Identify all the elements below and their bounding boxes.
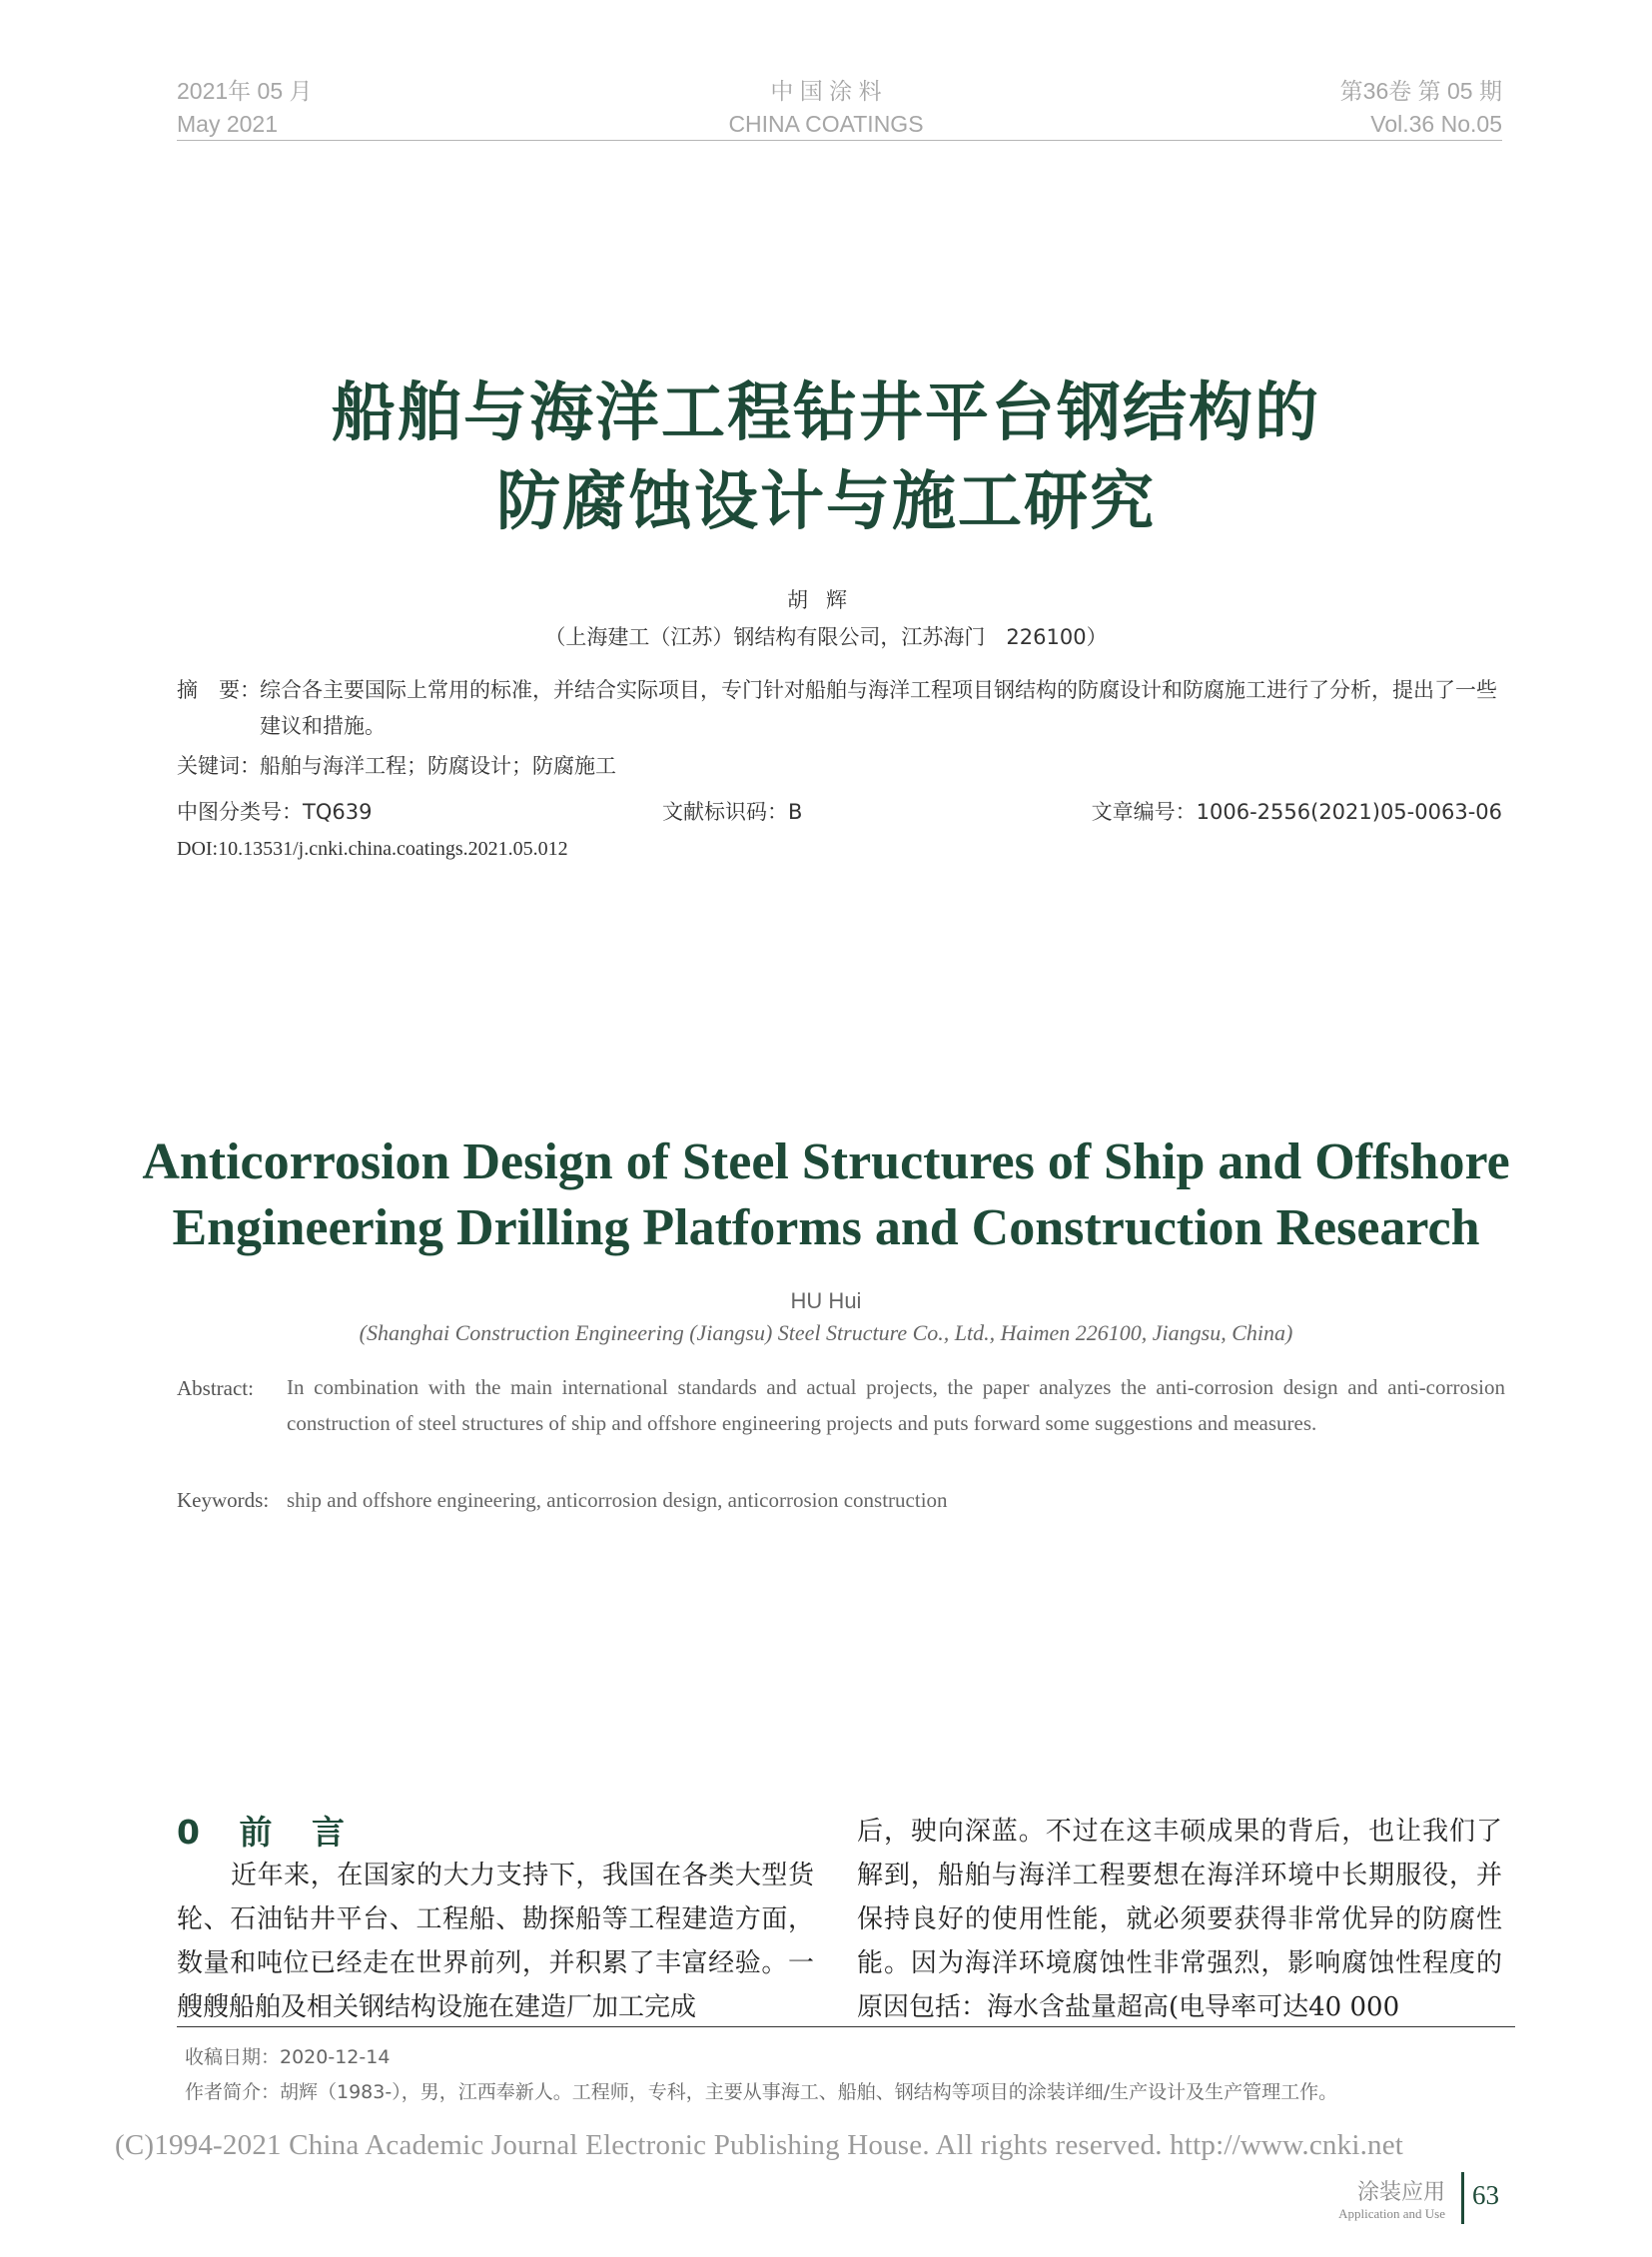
- header-date-en: May 2021: [177, 111, 279, 137]
- abstract-en-label: Abstract:: [177, 1376, 254, 1400]
- body-right-column: 后，驶向深蓝。不过在这丰硕成果的背后，也让我们了解到，船舶与海洋工程要想在海洋环境中长期服役，并保持良好的使用性能，就必须要获得非常优异的防腐性能。因为海洋环境腐蚀性非常强烈，影响腐蚀性程度的原因包括：海水含盐量超高(电导率可达40 000: [857, 1817, 1502, 2022]
- section-label-cn: 涂装应用: [1356, 2180, 1445, 2205]
- document-code: 文献标识码：B: [662, 800, 803, 824]
- title-en-line1: Anticorrosion Design of Steel Structures of Ship and Offshore: [142, 1133, 1510, 1190]
- copyright-notice: (C)1994-2021 China Academic Journal Electronic Publishing House. All rights reserved. http://www.cnki.net: [115, 2129, 1404, 2161]
- header-issue-cn: 第36卷 第 05 期: [1339, 78, 1502, 104]
- header-issue-en: Vol.36 No.05: [1370, 111, 1502, 137]
- article-number: 文章编号：1006-2556(2021)05-0063-06: [1091, 800, 1502, 824]
- section-label-en: Application and Use: [1338, 2206, 1445, 2221]
- author-bio: 作者简介：胡辉（1983-），男，江西奉新人。工程师，专科，主要从事海工、船舶、钢结构等项目的涂装详细/生产设计及生产管理工作。: [185, 2081, 1338, 2103]
- title-en-line2: Engineering Drilling Platforms and Construction Research: [172, 1199, 1480, 1256]
- affiliation-en: (Shanghai Construction Engineering (Jiangsu) Steel Structure Co., Ltd., Haimen 226100, Jiangsu, China): [359, 1320, 1293, 1345]
- keywords-en-label: Keywords:: [177, 1488, 270, 1512]
- title-cn-line1: 船舶与海洋工程钻井平台钢结构的: [332, 376, 1320, 450]
- abstract-cn-text: 综合各主要国际上常用的标准，并结合实际项目，专门针对船舶与海洋工程项目钢结构的防腐设计和防腐施工进行了分析，提出了一些建议和措施。: [260, 678, 1497, 738]
- clc-number: 中图分类号：TQ639: [177, 800, 373, 824]
- keywords-cn-label: 关键词：: [177, 754, 261, 778]
- header-journal-cn: 中 国 涂 料: [770, 78, 882, 104]
- header-rule: [177, 140, 1502, 141]
- page-marker-bar: [1461, 2172, 1464, 2224]
- author-en: HU Hui: [790, 1288, 862, 1313]
- page-number: 63: [1472, 2180, 1499, 2210]
- body-left-column: 近年来，在国家的大力支持下，我国在各类大型货轮、石油钻井平台、工程船、勘探船等工程建造方面，数量和吨位已经走在世界前列，并积累了丰富经验。一艘艘船舶及相关钢结构设施在建造厂加工完成: [177, 1861, 814, 2022]
- affiliation-cn: （上海建工（江苏）钢结构有限公司，江苏海门 226100）: [544, 625, 1108, 649]
- received-date: 收稿日期：2020-12-14: [185, 2046, 391, 2068]
- header-date-cn: 2021年 05 月: [177, 78, 313, 104]
- footnote-rule: [177, 2026, 1515, 2027]
- title-cn-line2: 防腐蚀设计与施工研究: [496, 465, 1156, 539]
- keywords-en-text: ship and offshore engineering, anticorrosion design, anticorrosion construction: [287, 1488, 948, 1512]
- abstract-cn-label: 摘 要：: [177, 678, 261, 702]
- abstract-en-text: In combination with the main international standards and actual projects, the paper analyzes the anti-corrosion design and anti-corrosion construction of steel structures of ship and offshore engineering projects and puts forward some suggestions and measures.: [287, 1375, 1505, 1435]
- author-cn: 胡辉: [787, 588, 865, 612]
- doi: DOI:10.13531/j.cnki.china.coatings.2021.05.012: [177, 838, 568, 860]
- section-heading: 0 前 言: [177, 1813, 359, 1852]
- keywords-cn-text: 船舶与海洋工程；防腐设计；防腐施工: [260, 754, 616, 778]
- header-journal-en: CHINA COATINGS: [728, 111, 924, 137]
